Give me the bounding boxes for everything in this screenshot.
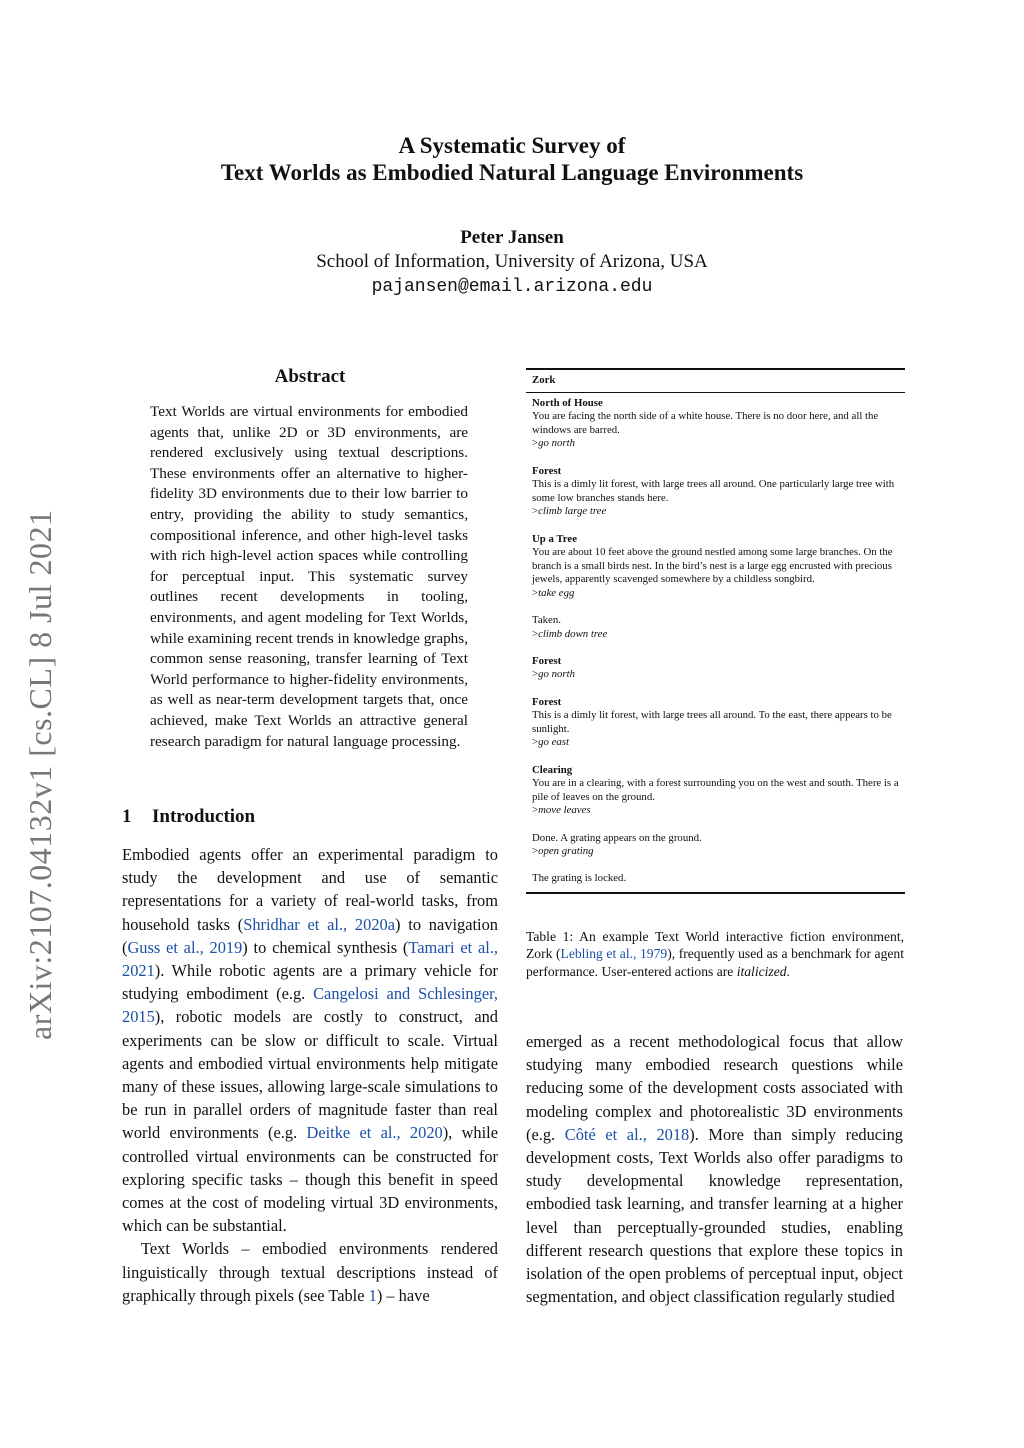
arxiv-stamp[interactable]: arXiv:2107.04132v1 [cs.CL] 8 Jul 2021 — [22, 509, 58, 1040]
zork-command: >go north — [532, 668, 575, 681]
zork-description: This is a dimly lit forest, with large trees all around. One particularly large tree with some low branches stands here. — [532, 478, 895, 504]
zork-block — [532, 696, 899, 750]
zork-block — [532, 655, 899, 682]
zork-block — [532, 832, 899, 859]
title-line-2: Text Worlds as Embodied Natural Language Environments — [220, 160, 804, 185]
zork-room-name: Clearing — [532, 763, 573, 776]
zork-block — [532, 872, 899, 886]
zork-room-name: Forest — [532, 464, 562, 477]
zork-description: You are about 10 feet above the ground nestled among some large branches. On the branch is a small birds nest. In the bird’s nest is a large egg encrusted with precious jewels, apparently scavenged somewhere by a childless songbird. — [532, 546, 893, 586]
abstract-heading: Abstract — [274, 366, 346, 387]
zork-room-name: Forest — [532, 654, 562, 667]
zork-description: Done. A grating appears on the ground. — [532, 831, 702, 844]
intro-paragraph-2: Text Worlds – embodied environments rendered linguistically through textual descriptions instead of graphically through pixels (see Table 1) – have — [122, 1239, 498, 1305]
intro-paragraph-1: Embodied agents offer an experimental paradigm to study the development and use of semantic representations for a variety of real-world tasks, from household tasks (Shridhar et al., 2020a) to navigation (Guss et al., 2019) to chemical synthesis (Tamari et al., 2021). While robotic agents are a primary vehicle for studying embodiment (e.g. Cangelosi and Schlesinger, 2015), robotic models are costly to construct, and experiments can be slow or difficult to scale. Virtual agents and embodied virtual environments help mitigate many of these issues, allowing large-scale simulations to be run in parallel orders of magnitude faster than real world environments (e.g. Deitke et al., 2020), while controlled virtual environments can be constructed for exploring specific tasks – though this benefit in speed comes at the cost of modeling virtual 3D environments, which can be substantial. — [122, 845, 499, 1236]
citation-link[interactable]: 1 — [368, 1285, 377, 1305]
zork-command: >go east — [532, 736, 569, 749]
zork-table — [526, 368, 905, 894]
section-title: Introduction — [152, 806, 256, 827]
emphasis-text: italicized — [736, 963, 787, 979]
zork-description: The grating is locked. — [532, 872, 627, 885]
author-affiliation: School of Information, University of Arizona, USA — [316, 251, 708, 272]
zork-room-name: North of House — [532, 396, 603, 409]
intro-right-column — [526, 1030, 903, 1308]
abstract-text: Text Worlds are virtual environments for embodied agents that, unlike 2D or 3D environments, are rendered exclusively using textual descriptions. These environments offer an alternative to higher-fidelity 3D environments due to their low barrier to entry, providing the ability to study semantics, compositional inference, and other high-level tasks with rich high-level action spaces while controlling for perceptual input. This systematic survey outlines recent developments in tooling, environments, and agent modeling for Text Worlds, while examining recent trends in knowledge graphs, common sense reasoning, transfer learning of Text World performance to higher-fidelity environments, as well as near-term development targets that, once achieved, make Text Worlds an attractive general research paradigm for natural language processing. — [150, 403, 468, 750]
zork-command: >climb large tree — [532, 505, 607, 518]
zork-block — [532, 764, 899, 818]
zork-command: >open grating — [532, 845, 594, 858]
zork-command: >move leaves — [532, 804, 591, 817]
zork-description: You are facing the north side of a white house. There is no door here, and all the windows are barred. — [532, 410, 879, 436]
zork-table-header: Zork — [526, 370, 905, 393]
zork-description: You are in a clearing, with a forest surrounding you on the west and south. There is a pile of leaves on the ground. — [532, 777, 899, 803]
zork-block — [532, 614, 899, 641]
zork-table-body — [526, 393, 905, 892]
zork-block — [532, 465, 899, 519]
title-line-1: A Systematic Survey of — [398, 133, 626, 158]
zork-block — [532, 397, 899, 451]
citation-link[interactable]: Lebling et al., 1979 — [560, 946, 668, 962]
zork-command: >climb down tree — [532, 627, 608, 640]
paper-title — [0, 132, 1024, 186]
section-number: 1 — [122, 806, 132, 827]
intro-paragraph-3: emerged as a recent methodological focus that allow studying many embodied research questions while reducing some of the development costs associated with modeling complex and photorealistic 3D environments (e.g. Côté et al., 2018). More than simply reducing development costs, Text Worlds also offer paradigms to study developmental knowledge representation, embodied task learning, and transfer learning at a higher level than perceptually-grounded studies, enabling different research questions that explore these topics in isolation of the open problems of perceptual input, object segmentation, and object classification regularly studied — [526, 1032, 904, 1307]
table-caption: Table 1: An example Text World interactive fiction environment, Zork (Lebling et al., 1979), frequently used as a benchmark for agent performance. User-entered actions are italicized. — [526, 929, 904, 979]
citation-link[interactable]: Deitke et al., 2020 — [306, 1123, 443, 1143]
citation-link[interactable]: Côté et al., 2018 — [564, 1124, 690, 1144]
zork-command: >take egg — [532, 586, 575, 599]
citation-link[interactable]: Shridhar et al., 2020a — [243, 914, 395, 934]
zork-description: This is a dimly lit forest, with large trees all around. To the east, there appears to be sunlight. — [532, 709, 892, 735]
zork-room-name: Forest — [532, 695, 562, 708]
citation-link[interactable]: Cangelosi and Schlesinger, 2015 — [122, 984, 498, 1027]
author-name: Peter Jansen — [460, 227, 564, 248]
citation-link[interactable]: Tamari et al., 2021 — [122, 937, 499, 981]
intro-left-column — [122, 843, 498, 1307]
zork-block — [532, 533, 899, 601]
author-email[interactable]: pajansen@email.arizona.edu — [371, 277, 653, 297]
citation-link[interactable]: Guss et al., 2019 — [127, 937, 243, 957]
zork-description: Taken. — [532, 614, 561, 627]
section-heading — [122, 806, 255, 828]
zork-room-name: Up a Tree — [532, 532, 577, 545]
zork-command: >go north — [532, 437, 575, 450]
